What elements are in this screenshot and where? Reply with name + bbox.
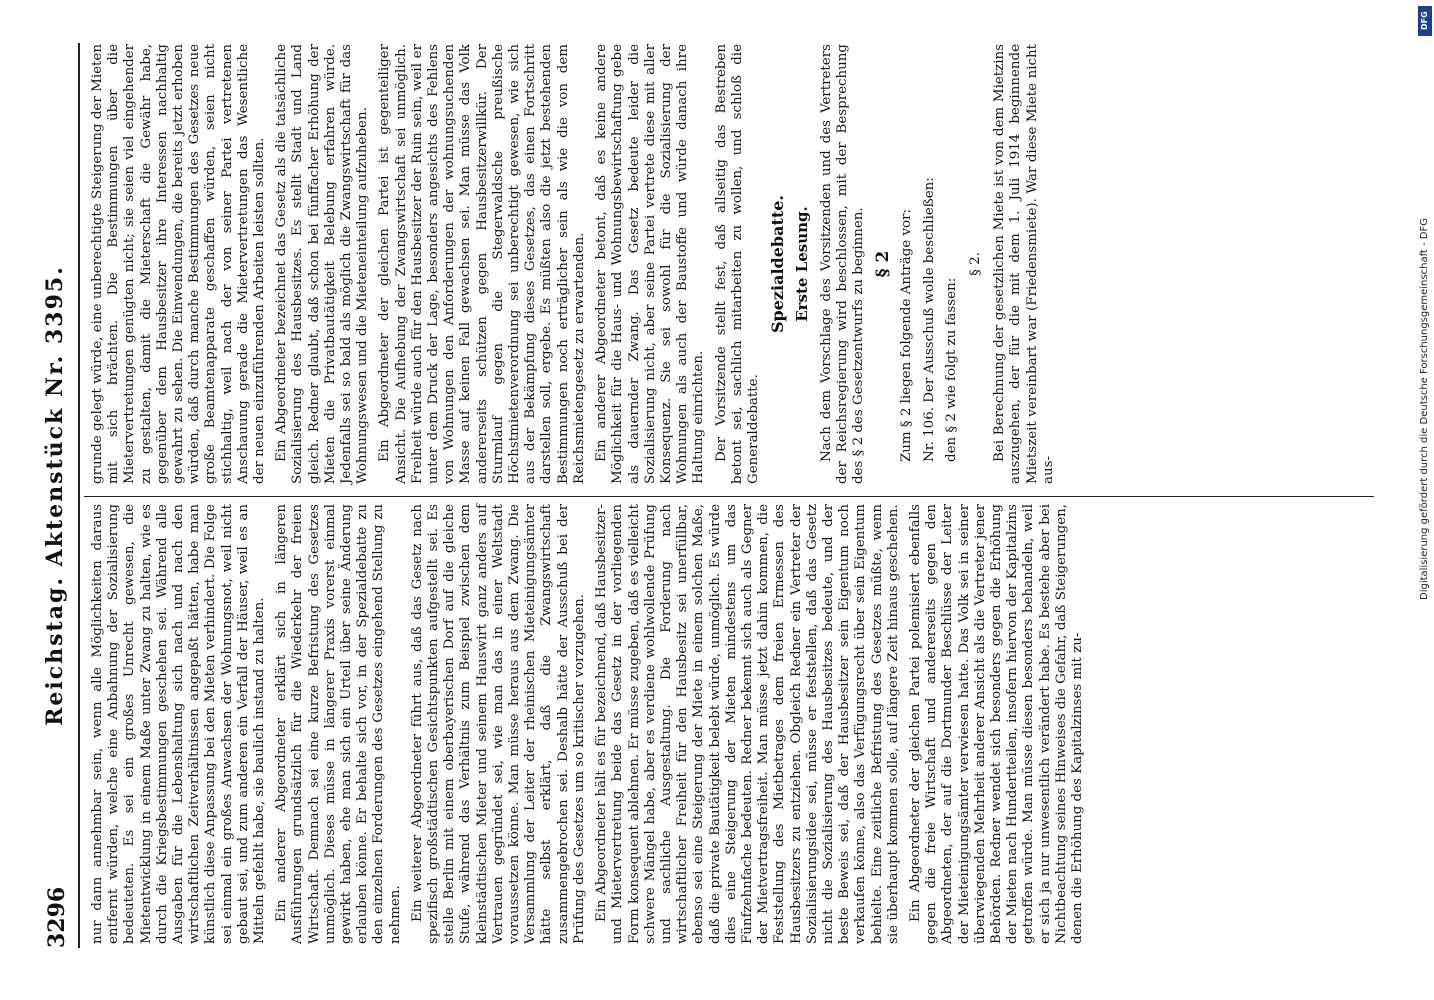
header-rule <box>78 43 80 948</box>
right-column <box>90 44 1063 484</box>
paragraph: Ein anderer Abgeordneter erklärt sich in längeren Ausführungen grundsätzlich für die Wiederkehr der freien Wirtschaft. Demnach sei eine kurze Befristung des Gesetzes unmöglich. Dieses müsse in längerer Praxis vorerst einmal gewirkt haben, ehe man sich ein Urteil über seine Änderung erlauben könne. Er behalte sich vor, in der Spezialdebatte zu den einzelnen Forderungen des Gesetzes eingehend Stellung zu nehmen. <box>274 504 403 944</box>
dfg-logo: DFG <box>1418 6 1432 36</box>
paragraph: Ein Abgeordneter bezeichnet das Gesetz als die tatsächliche Sozialisierung des Hausbesitzes. Es stellt Stadt und Land gleich. Redner glaubt, daß schon bei fünffacher Erhöhung der Mieten die Privatbautätigkeit Belebung erfahren würde. Jedenfalls sei so bald als möglich die Zwangswirtschaft für das Wohnungswesen und die Mieteneinteilung aufzuheben. <box>274 44 371 484</box>
paragraph: Der Vorsitzende stellt fest, daß allseitig das Bestreben betont sei, sachlich mitarbeiten zu wollen, und schloß die Generaldebatte. <box>713 44 761 484</box>
left-column <box>90 504 1092 944</box>
paragraph: den § 2 wie folgt zu fassen: <box>943 277 959 462</box>
paragraph-number: § 2. <box>967 252 983 276</box>
paragraph: Nach dem Vorschlage des Vorsitzenden und des Vertreters der Reichsregierung wird beschlossen, mit der Besprechung des § 2 des Gesetzentwurfs zu beginnen. <box>818 44 866 484</box>
column-divider <box>84 496 1374 497</box>
section-heading: Spezialdebatte. <box>768 195 788 333</box>
page-header <box>40 43 74 948</box>
paragraph: grunde gelegt würde, eine unberechtigte Steigerung der Mieten mit sich brächten. Die Bestimmungen über die Mietervertretungen genügten nicht; sie seien viel eingehender zu gestalten, damit die Mieterschaft die Gewähr habe, gegenüber dem Hausbesitzer ihre Interessen nachhaltig gewahrt zu sehen. Die Einwendungen, die bereits jetzt erhoben würden, daß durch manche Bestimmungen des Gesetzes neue große Beamtenapparate geschaffen würden, seien nicht stichhaltig, weil nach der von seiner Partei vertretenen Anschauung gerade die Mietervertretungen das Wesentliche der neuen einzuführenden Arbeiten leisten sollten. <box>90 44 268 484</box>
paragraph: Ein weiterer Abgeordneter führt aus, daß das Gesetz nach spezifisch großstädtischen Gesichtspunkten aufgestellt sei. Es stelle Berlin mit einem oberbayerischen Dorf auf die gleiche Stufe, während das Verhältnis zum Beispiel zwischen dem kleinstädtischen Mieter und seinem Hauswirt ganz anders auf Vertrauen gegründet sei, wie man das in einer Weltstadt voraussetzen könne. Man müsse heraus aus dem Zwang. Die Versammlung der Leiter der rheinischen Mieteinigungsämter hätte selbst erklärt, daß die Zwangswirtschaft zusammengebrochen sei. Deshalb hätte der Ausschuß bei der Prüfung des Gesetzes um so kritischer vorzugehen. <box>409 504 587 944</box>
digitization-credit: Digitalisierung gefördert durch die Deutsche Forschungsgemeinschaft - DFG <box>1419 217 1430 600</box>
paragraph: Nr. 106. Der Ausschuß wolle beschließen: <box>921 177 937 462</box>
paragraph: Ein anderer Abgeordneter betont, daß es keine andere Möglichkeit für die Haus- und Wohnungsbewirtschaftung gebe als dauernder Zwang. Das Gesetz bedeute leider die Sozialisierung nicht, aber seine Partei vertrete diese mit aller Konsequenz. Sie sei sowohl für die Sozialisierung der Wohnungen als auch der Baustoffe und würde danach ihre Haltung einrichten. <box>594 44 707 484</box>
paragraph: Bei Berechnung der gesetzlichen Miete ist von dem Mietzins auszugehen, der für die mit dem 1. Juli 1914 beginnende Mietszeit vereinbart war (Friedensmiete). War diese Miete nicht aus- <box>992 44 1056 484</box>
paragraph: Ein Abgeordneter der gleichen Partei ist gegenteiliger Ansicht. Die Aufhebung der Zwangswirtschaft sei unmöglich. Freiheit würde auch für den Hausbesitzer der Ruin sein, weil er unter dem Druck der Lage, besonders angesichts des Fehlens von Wohnungen den Anforderungen der wohnungsuchenden Masse auf keinen Fall gewachsen sei. Man müsse das Volk andererseits schützen gegen Hausbesitzerwillkür. Der Sturmlauf gegen die Stegerwaldsche preußische Höchstmietenverordnung sei unberechtigt gewesen, wie sich aus der Bekämpfung dieses Gesetzes, das einen Fortschritt darstellen soll, ergebe. Es müßten also die jetzt bestehenden Bestimmungen noch erträglicher sein als wie die von dem Reichsmietengesetz zu erwartenden. <box>377 44 587 484</box>
paragraph-heading: § 2 <box>873 250 894 278</box>
page-title: Reichstag. Aktenstück Nr. 3395. <box>42 265 68 726</box>
paragraph: Ein Abgeordneter hält es für bezeichnend, daß Hausbesitzer- und Mietervertretung beide das Gesetz in der vorliegenden Form konsequent ablehnen. Er müsse zugeben, daß es vielleicht schwere Mängel habe, aber es verdiene wohlwollende Prüfung und sachliche Ausgestaltung. Die Forderung nach wirtschaftlicher Freiheit für den Hausbesitz sei unerfüllbar, ebenso sei eine Steigerung der Miete in einem solchen Maße, daß die private Bautätigkeit belebt würde, unmöglich. Es würde dies eine Steigerung der Mieten mindestens um das Fünfzehnfache bedeuten. Redner bekennt sich auch als Gegner der Mietvertragsfreiheit. Man müsse jetzt dahin kommen, die Feststellung des Mietbetrages dem freien Ermessen des Hausbesitzers zu entziehen. Obgleich Redner ein Vertreter der Sozialisierungsidee sei, müsse er feststellen, daß das Gesetz nicht die Sozialisierung des Hausbesitzes bedeute, und der beste Beweis sei, daß der Hausbesitzer sein Eigentum noch verkaufen könne, also das Verfügungsrecht über sein Eigentum behielte. Eine zeitliche Befristung des Gesetzes müßte, wenn sie überhaupt kommen solle, auf längere Zeit hinaus geschehen. <box>594 504 901 944</box>
page-number: 3296 <box>44 886 70 948</box>
paragraph: nur dann annehmbar sein, wenn alle Möglichkeiten daraus entfernt würden, welche eine Anbahnung der Sozialisierung bedeuteten. Es sei ein großes Unrecht gewesen, die Mietentwicklung in einem Maße unter Zwang zu halten, wie es durch die Kriegsbestimmungen geschehen sei. Während alle Ausgaben für die Lebenshaltung sich nach und nach den wirtschaftlichen Zeitverhältnissen angepaßt hätten, habe man künstlich diese Anpassung bei den Mieten verhindert. Die Folge sei einmal ein großes Anwachsen der Wohnungsnot, weil nicht gebaut sei, und zum anderen ein Verfall der Häuser, weil es an Mitteln gefehlt habe, sie baulich instand zu halten. <box>90 504 268 944</box>
paragraph: Zum § 2 liegen folgende Anträge vor: <box>899 208 915 462</box>
subsection-heading: Erste Lesung. <box>793 206 812 322</box>
paragraph: Ein Abgeordneter der gleichen Partei polemisiert ebenfalls gegen die freie Wirtschaft und andererseits gegen den Abgeordneten, der auf die Dortmunder Beschlüsse der Leiter der Mieteinigungsämter verwiesen hatte. Das Volk sei in seiner überwiegenden Mehrheit anderer Ansicht als die Vertreter jener Behörden. Redner wendet sich besonders gegen die Erhöhung der Mieten nach Hundertteilen, insofern hiervon der Kapitalzins getroffen würde. Man müsse diesen besonders behandeln, weil er sich ja nur unwesentlich verändert habe. Es bestehe aber bei Nichtbeachtung seines Hinweises die Gefahr, daß Steigerungen, denen die Erhöhung des Kapitalzinses mit zu- <box>907 503 1085 944</box>
